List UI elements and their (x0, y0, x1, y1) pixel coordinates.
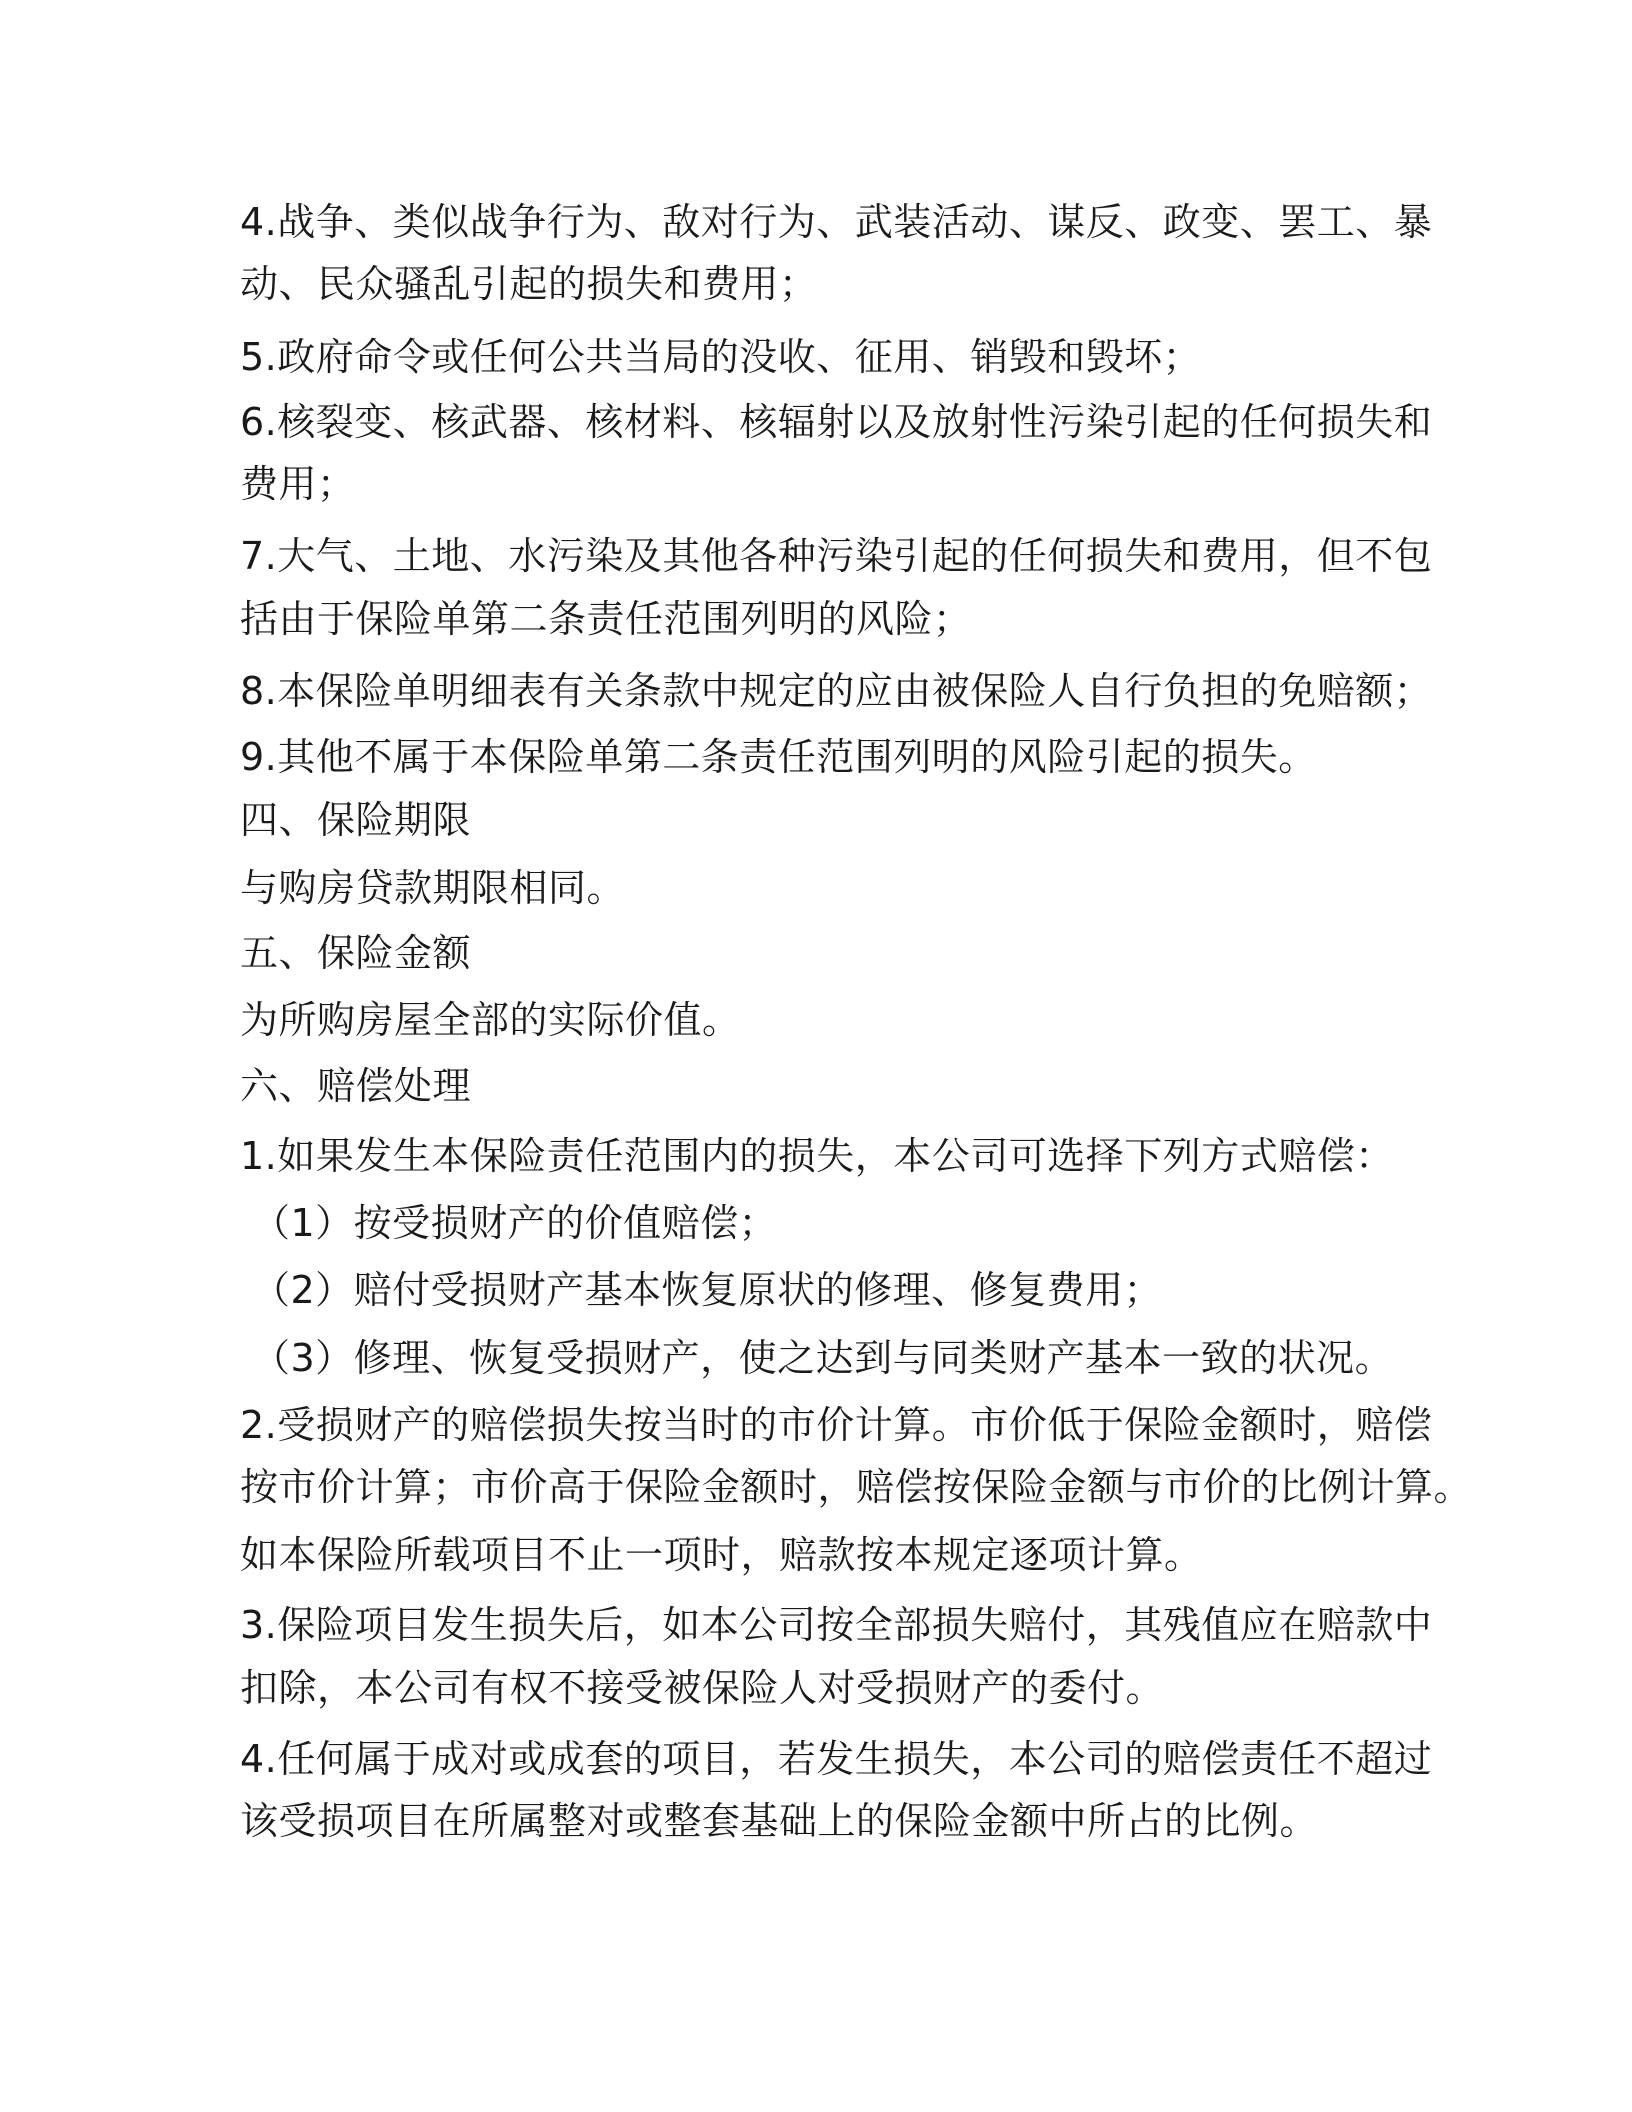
clause-9: 9.其他不属于本保险单第二条责任范围列明的风险引起的损失。 (240, 735, 1317, 779)
clause-6-line-1: 6.核裂变、核武器、核材料、核辐射以及放射性污染引起的任何损失和 (240, 400, 1433, 444)
insured-amount-text: 为所购房屋全部的实际价值。 (240, 998, 741, 1042)
insurance-period-text: 与购房贷款期限相同。 (240, 866, 626, 910)
section-heading-insurance-period: 四、保险期限 (240, 798, 472, 842)
clause-7-line-2: 括由于保险单第二条责任范围列明的风险； (240, 597, 972, 641)
clause-4-line-2: 动、民众骚乱引起的损失和费用； (240, 262, 818, 306)
claims-item-2-line-2: 按市价计算；市价高于保险金额时，赔偿按保险金额与市价的比例计算。 (240, 1465, 1473, 1509)
claims-item-1: 1.如果发生本保险责任范围内的损失，本公司可选择下列方式赔偿： (240, 1134, 1394, 1178)
clause-7-line-1: 7.大气、土地、水污染及其他各种污染引起的任何损失和费用，但不包 (240, 534, 1433, 578)
claims-item-4-line-1: 4.任何属于成对或成套的项目，若发生损失，本公司的赔偿责任不超过 (240, 1737, 1433, 1781)
claims-item-3-line-2: 扣除，本公司有权不接受被保险人对受损财产的委付。 (240, 1666, 1165, 1710)
claims-item-1-sub-2: （2）赔付受损财产基本恢复原状的修理、修复费用； (252, 1268, 1163, 1312)
clause-8: 8.本保险单明细表有关条款中规定的应由被保险人自行负担的免赔额； (240, 669, 1433, 713)
claims-item-2-line-3: 如本保险所载项目不止一项时，赔款按本规定逐项计算。 (240, 1533, 1203, 1577)
section-heading-insured-amount: 五、保险金额 (240, 931, 472, 975)
claims-item-1-sub-1: （1）按受损财产的价值赔偿； (252, 1201, 778, 1245)
clause-4-line-1: 4.战争、类似战争行为、敌对行为、武装活动、谋反、政变、罢工、暴 (240, 200, 1433, 244)
claims-item-1-sub-3: （3）修理、恢复受损财产，使之达到与同类财产基本一致的状况。 (252, 1336, 1394, 1380)
clause-6-line-2: 费用； (240, 462, 356, 506)
claims-item-3-line-1: 3.保险项目发生损失后，如本公司按全部损失赔付，其残值应在赔款中 (240, 1603, 1433, 1647)
clause-5: 5.政府命令或任何公共当局的没收、征用、销毁和毁坏； (240, 335, 1202, 379)
claims-item-4-line-2: 该受损项目在所属整对或整套基础上的保险金额中所占的比例。 (240, 1799, 1319, 1843)
claims-item-2-line-1: 2.受损财产的赔偿损失按当时的市价计算。市价低于保险金额时，赔偿 (240, 1403, 1433, 1447)
section-heading-claims: 六、赔偿处理 (240, 1064, 472, 1108)
